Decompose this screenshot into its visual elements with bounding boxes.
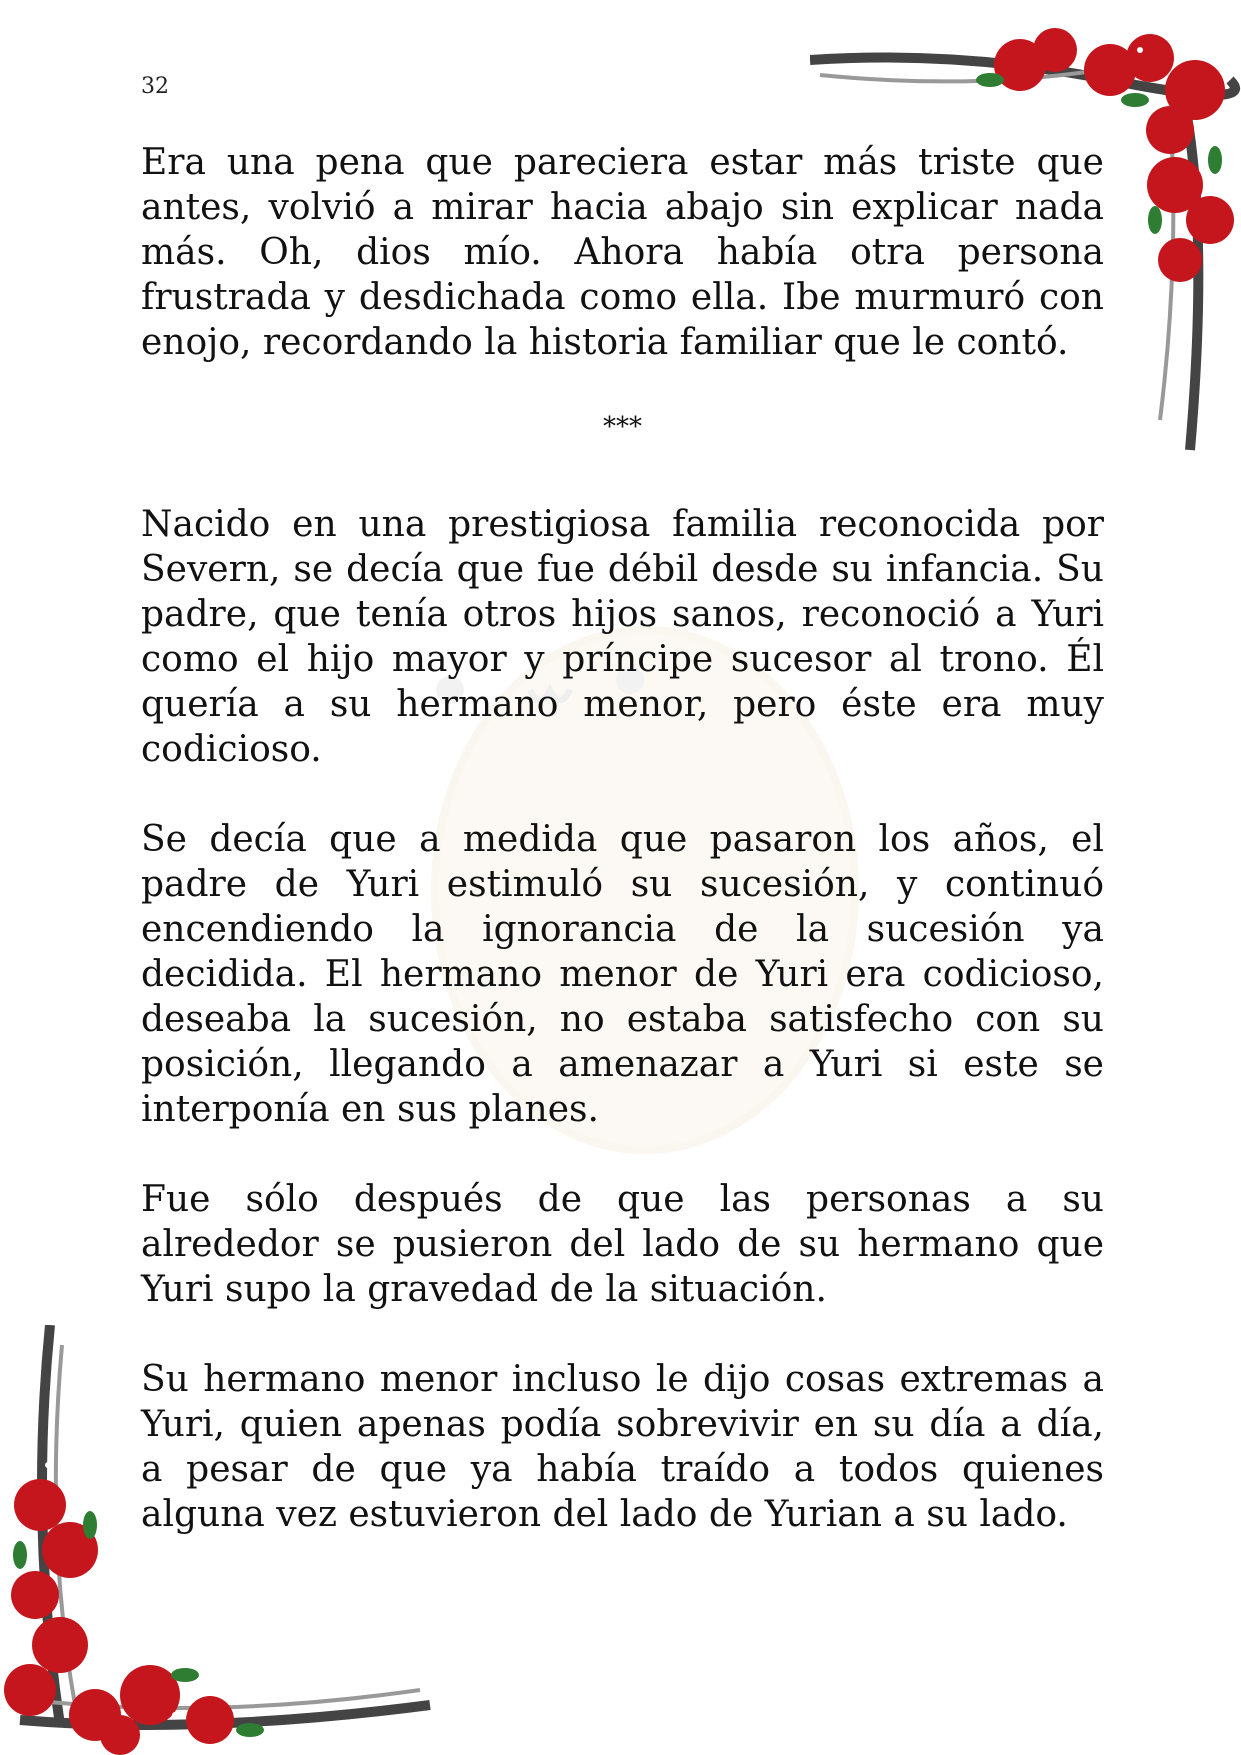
text-block-opening — [141, 140, 1104, 365]
paragraph: Su hermano menor incluso le dijo cosas extremas a Yuri, quien apenas podía sobrevivir en su día a día, a pesar de que ya había traído a todos quienes alguna vez estuvieron del lado de Yurian a su lado. — [141, 1359, 1104, 1535]
paragraph: Nacido en una prestigiosa familia reconocida por Severn, se decía que fue débil desde su infancia. Su padre, que tenía otros hijos sanos, reconoció a Yuri como el hijo mayor y príncipe sucesor al trono. Él quería a su hermano menor, pero éste era muy codicioso. — [141, 504, 1104, 770]
text-block-backstory — [141, 502, 1104, 1537]
paragraph: Fue sólo después de que las personas a su alrededor se pusieron del lado de su hermano que Yuri supo la gravedad de la situación. — [141, 1179, 1104, 1310]
scene-separator: *** — [603, 412, 642, 442]
paragraph: Se decía que a medida que pasaron los años, el padre de Yuri estimuló su sucesión, y continuó encendiendo la ignorancia de la sucesión ya decidida. El hermano menor de Yuri era codicioso, deseaba la sucesión, no estaba satisfecho con su posición, llegando a amenazar a Yuri si este se interponía en sus planes. — [141, 819, 1104, 1130]
page-number: 32 — [141, 74, 169, 99]
paragraph: Era una pena que pareciera estar más triste que antes, volvió a mirar hacia abajo sin explicar nada más. Oh, dios mío. Ahora había otra persona frustrada y desdichada como ella. Ibe murmuró con enojo, recordando la historia familiar que le contó. — [141, 142, 1104, 363]
